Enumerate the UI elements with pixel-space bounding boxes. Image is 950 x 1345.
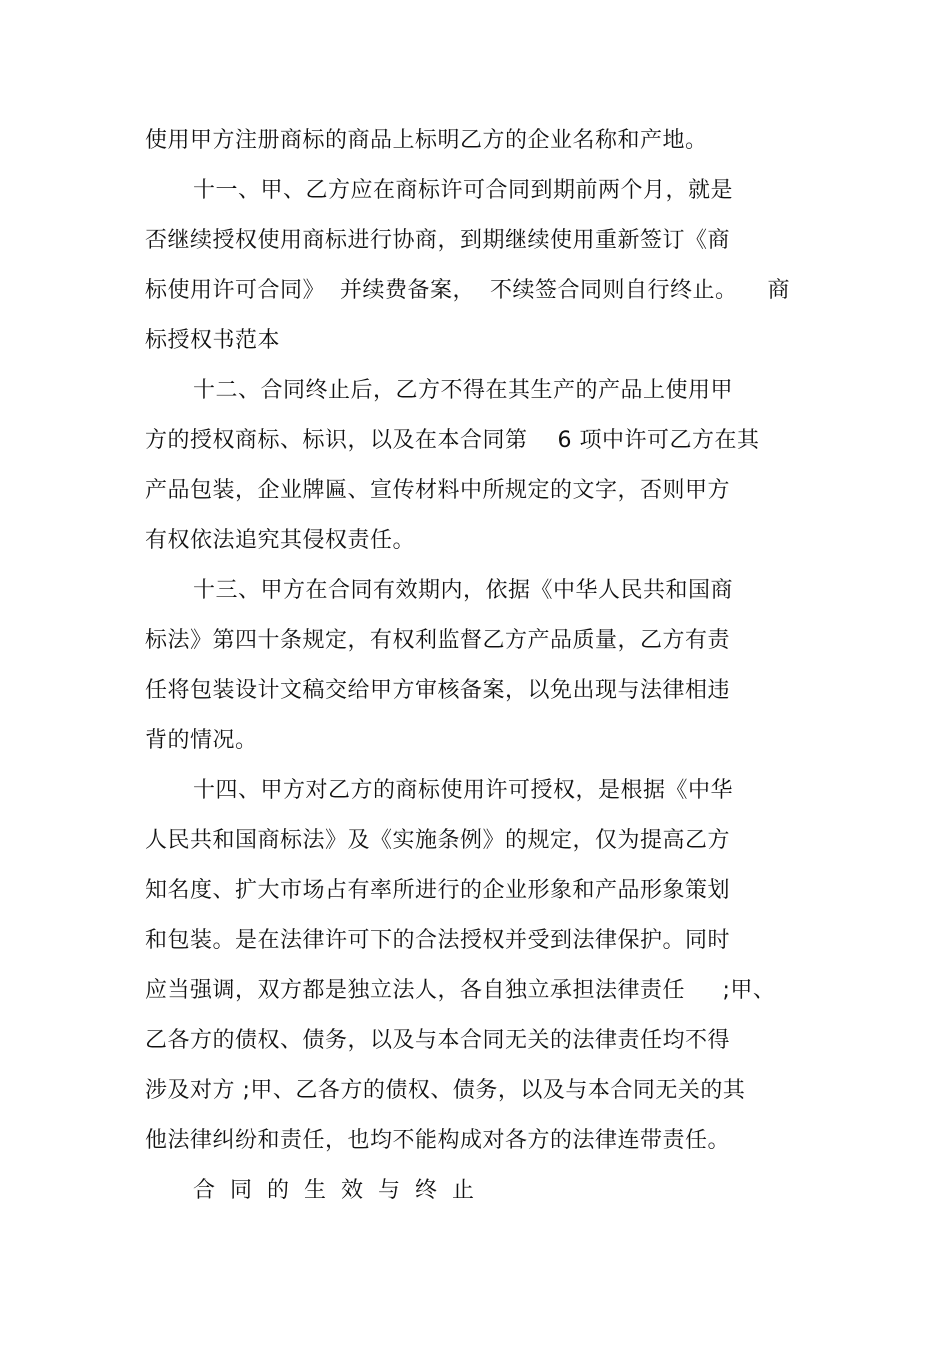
paragraph-line: 标使用许可合同》 并续费备案， 不续签合同则自行终止。 商 <box>145 278 790 303</box>
paragraph-line: 标法》第四十条规定，有权利监督乙方产品质量，乙方有责 <box>145 628 731 653</box>
paragraph-line: 任将包装设计文稿交给甲方审核备案，以免出现与法律相违 <box>145 678 731 703</box>
paragraph-line: 十一、甲、乙方应在商标许可合同到期前两个月，就是 <box>193 178 734 203</box>
paragraph-line: 乙各方的债权、债务，以及与本合同无关的法律责任均不得 <box>145 1028 731 1053</box>
paragraph-line: 人民共和国商标法》及《实施条例》的规定，仅为提高乙方 <box>145 828 731 853</box>
paragraph-line: 使用甲方注册商标的商品上标明乙方的企业名称和产地。 <box>145 128 708 153</box>
paragraph-line: 标授权书范本 <box>145 328 281 353</box>
paragraph-line: 和包装。是在法律许可下的合法授权并受到法律保护。同时 <box>145 928 731 953</box>
paragraph-line: 十四、甲方对乙方的商标使用许可授权，是根据《中华 <box>193 778 734 803</box>
paragraph-line: 产品包装，企业牌匾、宣传材料中所规定的文字，否则甲方 <box>145 478 731 503</box>
paragraph-line: 有权依法追究其侵权责任。 <box>145 528 416 553</box>
paragraph-line: 十三、甲方在合同有效期内，依据《中华人民共和国商 <box>193 578 734 603</box>
paragraph-line: 方的授权商标、标识，以及在本合同第 6 项中许可乙方在其 <box>145 428 760 453</box>
section-heading: 合同的生效与终止 <box>193 1178 490 1203</box>
paragraph-line: 十二、合同终止后，乙方不得在其生产的产品上使用甲 <box>193 378 734 403</box>
paragraph-line: 他法律纠纷和责任，也均不能构成对各方的法律连带责任。 <box>145 1128 731 1153</box>
paragraph-line: 背的情况。 <box>145 728 258 753</box>
paragraph-line: 知名度、扩大市场占有率所进行的企业形象和产品形象策划 <box>145 878 731 903</box>
paragraph-line: 应当强调，双方都是独立法人，各自独立承担法律责任 ;甲、 <box>145 978 776 1003</box>
paragraph-line: 否继续授权使用商标进行协商，到期继续使用重新签订《商 <box>145 228 731 253</box>
paragraph-line: 涉及对方 ;甲、乙各方的债权、债务，以及与本合同无关的其 <box>145 1078 746 1103</box>
